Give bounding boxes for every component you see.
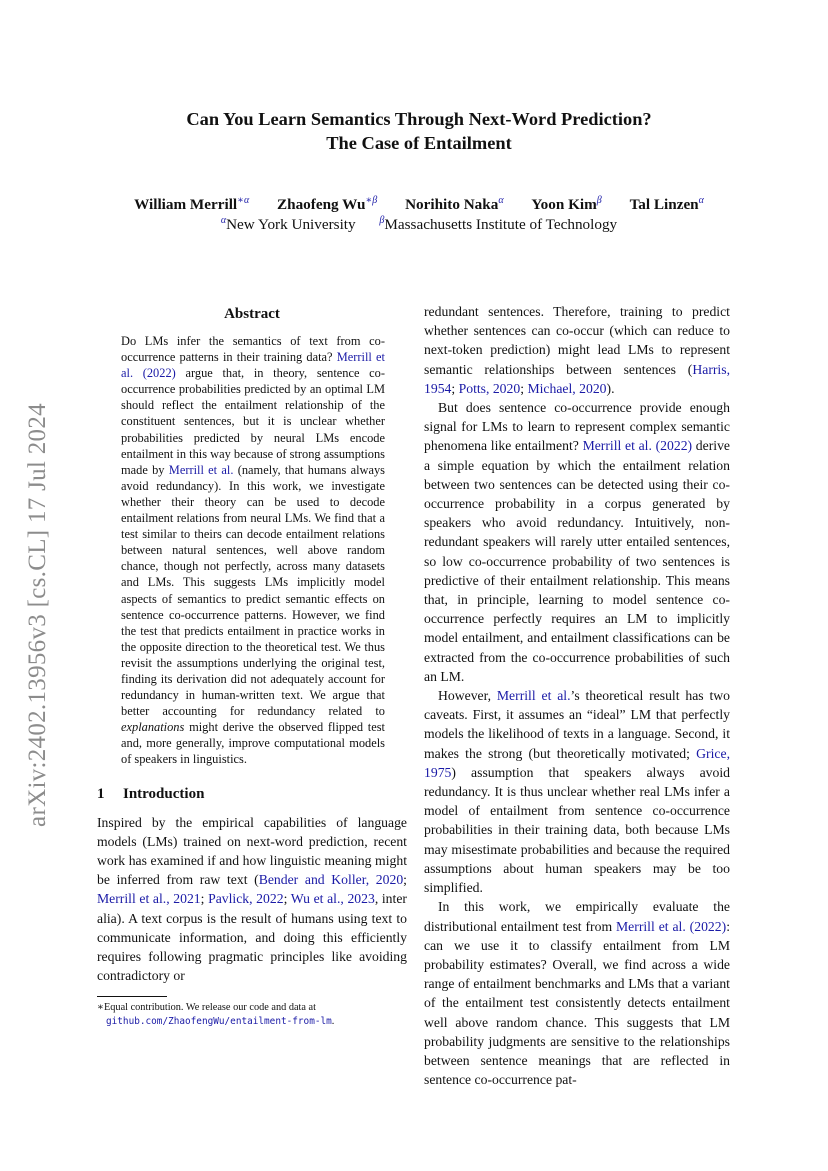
text-part: ;	[520, 380, 528, 396]
affiliation-name: Massachusetts Institute of Technology	[384, 216, 618, 234]
abstract-text-part: Do LMs infer the semantics of text from co-occurrence patterns in their training data?	[121, 334, 385, 365]
left-column	[97, 304, 407, 1029]
author-marks: β	[596, 195, 602, 206]
affiliation-mark: β	[379, 215, 385, 226]
footnote-text: ∗Equal contribution. We release our code and data at	[97, 1002, 316, 1014]
paragraph	[424, 302, 730, 398]
author-marks: α	[698, 195, 704, 206]
text-part: However,	[438, 688, 497, 704]
section-heading-introduction	[97, 784, 407, 804]
author-marks: α	[498, 195, 504, 206]
text-part: Inspired by the empirical capabilities of language models (LMs) trained on next-word prediction, recent work has examined if and how linguistic meaning might be inferred from raw text (	[97, 814, 407, 888]
text-part: ) assumption that speakers always avoid redundancy. It is thus unclear whether real LMs infer a model of entailment from sentence co-occurrence probabilities in their training data, both because LMs may misestimate probabilities and because the required assumptions about human speakers may be too simplified.	[424, 764, 730, 896]
citation-link[interactable]: Merrill et al., 2021	[97, 891, 201, 907]
title-line-2: The Case of Entailment	[326, 133, 512, 153]
footnote	[97, 1001, 407, 1029]
abstract-text-part: argue that, in theory, sentence co-occurrence probabilities predicted by an optimal LM should reflect the entailment relationship of the constituent sentences, but it is unclear whether probabilities predicted by neural LMs encode entailment in this way because of strong assumptions made by	[121, 366, 385, 477]
affiliation-name: New York University	[226, 216, 356, 234]
text-part: ;	[283, 891, 291, 907]
citation-link[interactable]: Merrill et al. (2022)	[616, 918, 727, 934]
author-name: Norihito Naka	[405, 196, 499, 214]
section-number: 1	[97, 785, 105, 802]
text-part: But does sentence co-occurrence provide enough signal for LMs to learn to represent complex semantic phenomena like entailment?	[424, 400, 730, 454]
paragraph	[424, 398, 730, 686]
author-marks: ∗β	[365, 195, 378, 206]
affiliation-mark: α	[220, 215, 227, 226]
citation-link[interactable]: Pavlick, 2022	[208, 891, 284, 907]
abstract-text-part: (namely, that humans always avoid redundancy). In this work, we investigate whether their theory can be used to decode entailment relations from neural LMs. We find that a test similar to theirs can decode entailment relations between natural sentences, well above random chance, though not perfectly, across many datasets and LMs. This suggests LMs implicitly model aspects of semantics to predict semantic effects on sentence co-occurrence patterns. However, we find the test that predicts entailment in practice works in the opposite direction to the theoretical test. We thus revisit the assumptions underlying the original test, finding its derivation did not adequately account for redundancy in human-written text. We argue that better accounting for redundancy related to	[121, 462, 386, 719]
paragraph	[424, 897, 730, 1089]
footnote-divider	[97, 996, 167, 997]
citation-link[interactable]: Merrill et al.	[496, 688, 571, 704]
text-part: ).	[606, 380, 615, 396]
repository-link[interactable]: github.com/ZhaofengWu/entailment-from-lm	[106, 1016, 332, 1028]
citation-link[interactable]: Harris, 1954	[424, 361, 730, 396]
author-marks: ∗α	[237, 195, 250, 206]
citation-link[interactable]: Merrill et al.	[168, 462, 234, 477]
footnote-text: .	[331, 1016, 335, 1028]
arxiv-identifier: arXiv:2402.13956v3 [cs.CL] 17 Jul 2024	[24, 403, 51, 827]
text-part: derive a simple equation by which the entailment relation between two sentences can be detected using their co-occurrence probability in a corpus generated by speakers who avoid redundancy. Intuitively, non-redundant speakers will rarely utter entailed sentences, so low co-occurrence probability of two sentences is predictive of their entailment relationship. This means that, in principle, learning to model sentence co-occurrence perfectly requires an LM to implicitly model entailment, and entailment classifications can be extracted from the co-occurrence probabilities of such an LM.	[424, 438, 730, 684]
text-part: In this work, we empirically evaluate the distributional entailment test from	[424, 899, 730, 934]
citation-link[interactable]: Bender and Koller, 2020	[258, 872, 404, 888]
author-name: William Merrill	[134, 196, 238, 214]
citation-link[interactable]: Grice, 1975	[424, 745, 730, 780]
affiliation	[221, 216, 356, 233]
text-part: : can we use it to classify entailment from LM probability estimates? Overall, we find across a wide range of entailment benchmarks and LMs that a variant of the entailment test consistently detects entailment well above random chance. This suggests that LM probability judgments are sensitive to the relationships between sentence meanings that are reflected in sentence co-occurrence pat-	[424, 918, 730, 1088]
text-part: redundant sentences. Therefore, training to predict whether sentences can co-occur (which can reduce to next-token prediction) might lead LMs to represent semantic relationships between sentences (	[424, 304, 730, 377]
paper-title	[100, 107, 738, 155]
author-name: Zhaofeng Wu	[277, 196, 366, 214]
citation-link[interactable]: Merrill et al. (2022)	[582, 438, 693, 454]
citation-link[interactable]: Wu et al., 2023	[290, 891, 375, 907]
intro-paragraph	[97, 813, 407, 986]
title-line-1: Can You Learn Semantics Through Next-Word Prediction?	[186, 109, 652, 129]
right-column	[424, 302, 730, 1089]
emphasis: explanations	[121, 720, 185, 735]
text-part: , inter alia). A text corpus is the result of humans using text to communicate information, and doing this efficiently requires following pragmatic principles like avoiding contradictory or	[97, 891, 407, 984]
citation-link[interactable]: Potts, 2020	[458, 380, 521, 396]
affiliation-list	[80, 211, 758, 235]
affiliation	[379, 216, 617, 233]
text-part: ;	[200, 891, 209, 907]
author-name: Yoon Kim	[531, 196, 597, 214]
text-part: ;	[451, 380, 459, 396]
citation-link[interactable]: Michael, 2020	[527, 380, 607, 396]
text-part: ;	[403, 872, 407, 888]
author-name: Tal Linzen	[629, 196, 699, 214]
text-part: ’s theoretical result has two caveats. First, it assumes an “ideal” LM that perfectly models the likelihood of texts in a language. Second, it makes the strong (but theoretically motivated;	[424, 688, 730, 761]
abstract-text-part: might derive the observed flipped test and, more generally, improve computational models of speakers in linguistics.	[121, 720, 385, 767]
paragraph	[424, 686, 730, 897]
citation-link[interactable]: Merrill et al. (2022)	[121, 350, 386, 381]
section-title: Introduction	[123, 785, 205, 802]
abstract-text	[121, 333, 385, 768]
abstract-heading: Abstract	[224, 306, 280, 322]
